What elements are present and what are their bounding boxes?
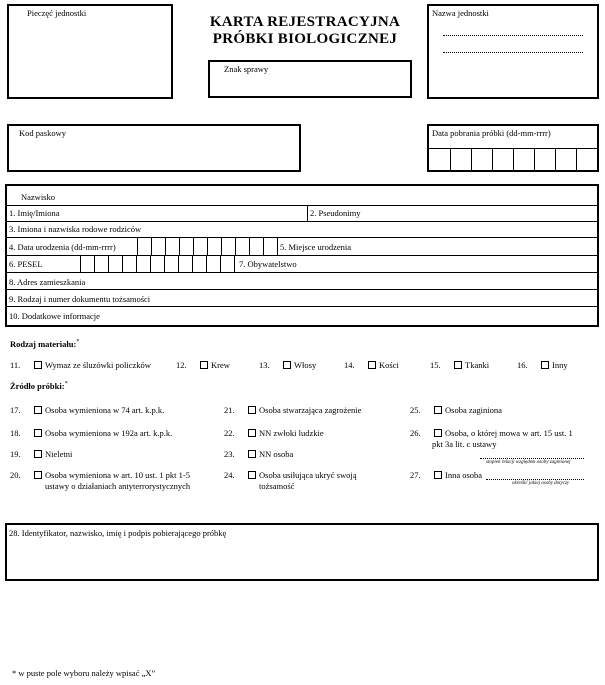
row-divider [7, 221, 597, 222]
date-cell[interactable] [513, 148, 534, 170]
address-label: 8. Adres zamieszkania [9, 277, 86, 287]
surname-label: Nazwisko [21, 192, 55, 202]
unit-name-label: Nazwa jednostki [432, 8, 489, 18]
pesel-cell[interactable] [220, 255, 234, 272]
option-number: 15. [430, 360, 441, 370]
birth-date-cell[interactable] [221, 237, 235, 255]
citizenship-label: 7. Obywatelstwo [239, 259, 297, 269]
source-option-18[interactable] [10, 428, 172, 439]
option-label: Włosy [294, 360, 317, 370]
case-number-label: Znak sprawy [224, 64, 269, 74]
option-number: 23. [224, 449, 235, 459]
pesel-cell[interactable] [192, 255, 206, 272]
option-number: 25. [410, 405, 421, 415]
form-title [185, 14, 425, 48]
material-option-13[interactable] [259, 360, 316, 371]
pseudonyms-label: 2. Pseudonimy [310, 208, 361, 218]
source-heading-text: Źródło próbki: [10, 381, 65, 391]
personal-data-table [5, 184, 599, 327]
stamp-label: Pieczęć jednostki [27, 8, 87, 18]
birth-date-cell[interactable] [193, 237, 207, 255]
sampling-date-box[interactable] [427, 124, 599, 172]
checkbox[interactable] [434, 406, 442, 414]
pesel-cell[interactable] [94, 255, 108, 272]
option-label: Wymaz ze śluzówki policzków [45, 360, 151, 370]
option-number: 11. [10, 360, 21, 370]
first-names-label: 1. Imię/Imiona [9, 208, 60, 218]
birth-date-cells[interactable] [137, 237, 278, 255]
option-number: 17. [10, 405, 21, 415]
unit-name-box[interactable] [427, 4, 599, 99]
source-heading [10, 381, 68, 391]
option-label: Osoba usiłująca ukryć swoją [259, 470, 357, 480]
checkbox[interactable] [368, 361, 376, 369]
date-cell[interactable] [429, 148, 450, 170]
material-heading-text: Rodzaj materiału: [10, 339, 77, 349]
birth-date-cell [277, 237, 278, 255]
material-option-14[interactable] [344, 360, 399, 371]
pesel-label: 6. PESEL [9, 259, 43, 269]
sampling-date-label: Data pobrania próbki (dd-mm-rrrr) [432, 128, 551, 138]
unit-name-line-1 [443, 35, 583, 36]
option-number: 22. [224, 428, 235, 438]
additional-info-label: 10. Dodatkowe informacje [9, 311, 100, 321]
material-option-12[interactable] [176, 360, 230, 371]
birth-date-cell[interactable] [263, 237, 277, 255]
option-label: Osoba wymieniona w 74 art. k.p.k. [45, 405, 165, 415]
source-option-22[interactable] [224, 428, 324, 439]
material-heading-mark: * [76, 339, 80, 346]
collector-box[interactable] [5, 523, 599, 581]
checkbox[interactable] [34, 429, 42, 437]
checkbox[interactable] [541, 361, 549, 369]
material-option-11[interactable] [10, 360, 151, 371]
date-cell[interactable] [576, 148, 597, 170]
option-label: Osoba wymieniona w 192a art. k.p.k. [45, 428, 173, 438]
row-divider [7, 289, 597, 290]
title-line-1: KARTA REJESTRACYJNA [209, 14, 401, 30]
option-label: Inna osoba [445, 470, 483, 480]
option-label: Kości [379, 360, 399, 370]
option-number: 19. [10, 449, 21, 459]
barcode-label: Kod paskowy [19, 128, 66, 138]
collector-label: 28. Identyfikator, nazwisko, imię i podpis pobierającego próbkę [9, 528, 227, 538]
other-person-note: określić jakiej osoby dotyczy [512, 481, 570, 486]
row-divider [7, 272, 597, 273]
pesel-cell[interactable] [164, 255, 178, 272]
barcode-box[interactable] [7, 124, 301, 172]
checkbox[interactable] [34, 361, 42, 369]
row-divider [7, 237, 597, 238]
pesel-cell [234, 255, 235, 272]
source-option-26[interactable] [410, 428, 573, 450]
option-number: 18. [10, 428, 21, 438]
option-label-continued: tożsamość [259, 481, 295, 491]
checkbox[interactable] [34, 450, 42, 458]
option-number: 12. [176, 360, 187, 370]
row-divider [7, 205, 597, 206]
material-heading [10, 339, 79, 349]
source-option-24[interactable] [224, 470, 357, 492]
option-label-continued: pkt 3a lit. c ustawy [432, 439, 497, 449]
pesel-cell[interactable] [80, 255, 94, 272]
option-number: 14. [344, 360, 355, 370]
checkbox[interactable] [200, 361, 208, 369]
pesel-cell[interactable] [108, 255, 122, 272]
pesel-cells[interactable] [80, 255, 235, 272]
source-option-25[interactable] [410, 405, 502, 416]
option-label: Osoba wymieniona w art. 10 ust. 1 pkt 1-5 [45, 470, 190, 480]
date-cell[interactable] [492, 148, 513, 170]
checkbox[interactable] [283, 361, 291, 369]
relation-line[interactable] [480, 458, 584, 459]
birth-date-cell[interactable] [249, 237, 263, 255]
checkbox[interactable] [34, 471, 42, 479]
pesel-cell[interactable] [136, 255, 150, 272]
source-option-27[interactable] [410, 470, 482, 481]
pesel-cell[interactable] [150, 255, 164, 272]
option-label: NN zwłoki ludzkie [259, 428, 324, 438]
option-label: Osoba, o której mowa w art. 15 ust. 1 [445, 428, 573, 438]
birth-date-cell[interactable] [165, 237, 179, 255]
birth-place-label: 5. Miejsce urodzenia [280, 242, 352, 252]
source-heading-mark: * [64, 381, 68, 388]
source-option-20[interactable] [10, 470, 190, 492]
date-cell[interactable] [534, 148, 555, 170]
source-option-17[interactable] [10, 405, 164, 416]
pesel-cell[interactable] [178, 255, 192, 272]
option-number: 13. [259, 360, 270, 370]
option-label-continued: ustawy o działaniach antyterrorystycznych [45, 481, 191, 491]
id-document-label: 9. Rodzaj i numer dokumentu tożsamości [9, 294, 151, 304]
source-option-23[interactable] [224, 449, 293, 460]
option-label: Tkanki [465, 360, 490, 370]
option-number: 20. [10, 470, 21, 480]
option-label: Krew [211, 360, 230, 370]
material-option-15[interactable] [430, 360, 489, 371]
pesel-cell[interactable] [122, 255, 136, 272]
option-number: 21. [224, 405, 235, 415]
option-number: 24. [224, 470, 235, 480]
checkbox[interactable] [434, 471, 442, 479]
unit-name-line-2 [443, 52, 583, 53]
birth-date-cell[interactable] [179, 237, 193, 255]
option-number: 26. [410, 428, 421, 438]
option-label: Osoba stwarzająca zagrożenie [259, 405, 362, 415]
option-number: 16. [517, 360, 528, 370]
material-option-16[interactable] [517, 360, 568, 371]
other-person-line[interactable] [486, 479, 584, 480]
checkbox[interactable] [248, 429, 256, 437]
footnote: * w puste pole wyboru należy wpisać „X” [12, 668, 156, 678]
option-label: Osoba zaginiona [445, 405, 502, 415]
date-cell[interactable] [450, 148, 471, 170]
col-divider [307, 205, 308, 221]
source-option-21[interactable] [224, 405, 361, 416]
source-option-19[interactable] [10, 449, 72, 460]
birth-date-cell[interactable] [151, 237, 165, 255]
stamp-box[interactable] [7, 4, 173, 99]
birth-date-cell[interactable] [235, 237, 249, 255]
option-label: NN osoba [259, 449, 294, 459]
birth-date-cell[interactable] [137, 237, 151, 255]
sampling-date-cells[interactable] [429, 148, 597, 170]
pesel-cell[interactable] [206, 255, 220, 272]
checkbox[interactable] [34, 406, 42, 414]
checkbox[interactable] [248, 471, 256, 479]
title-line-2: PRÓBKI BIOLOGICZNEJ [212, 31, 398, 47]
option-label: Nieletni [45, 449, 73, 459]
date-cell[interactable] [471, 148, 492, 170]
checkbox[interactable] [454, 361, 462, 369]
birth-date-cell[interactable] [207, 237, 221, 255]
date-cell[interactable] [555, 148, 576, 170]
birth-date-label: 4. Data urodzenia (dd-mm-rrrr) [9, 242, 116, 252]
checkbox[interactable] [248, 450, 256, 458]
case-number-box[interactable] [208, 60, 412, 98]
option-number: 27. [410, 470, 421, 480]
parents-label: 3. Imiona i nazwiska rodowe rodziców [9, 224, 142, 234]
row-divider [7, 306, 597, 307]
option-label: Inny [552, 360, 568, 370]
checkbox[interactable] [248, 406, 256, 414]
relation-note: stopień relacji względem osoby zaginionej [486, 460, 571, 465]
checkbox[interactable] [434, 429, 442, 437]
